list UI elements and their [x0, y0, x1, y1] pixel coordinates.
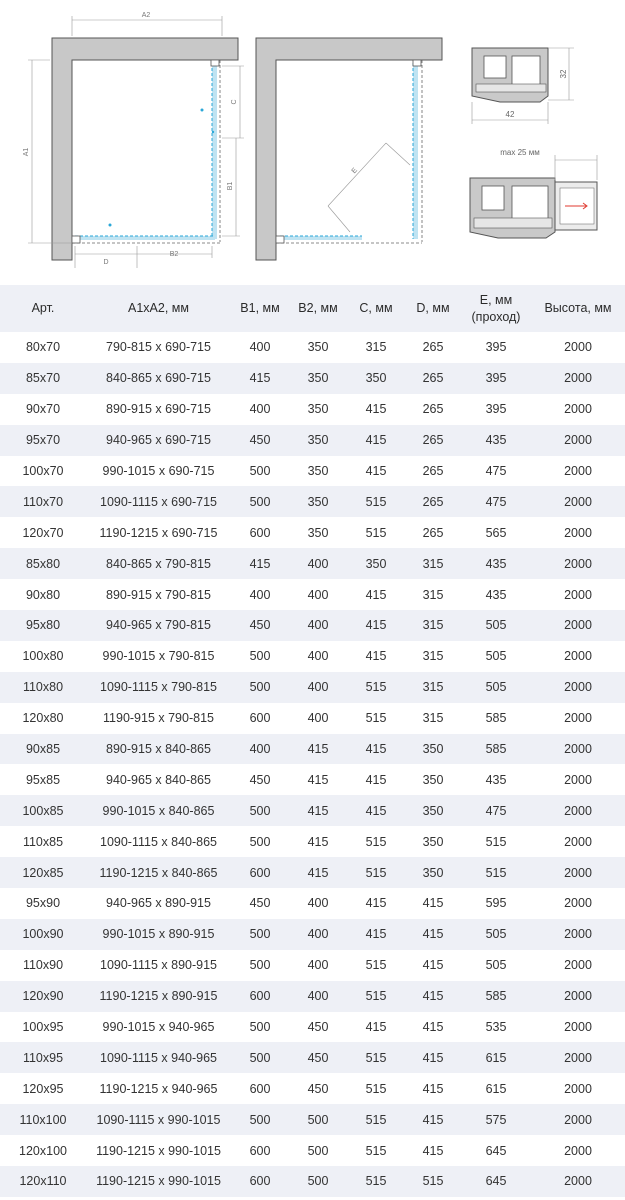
- table-cell: 120x85: [22, 865, 64, 880]
- diagram-svg: [0, 0, 625, 285]
- table-cell: 1190-1215 x 990-1015: [96, 1143, 221, 1158]
- table-row: [0, 1104, 625, 1135]
- table-cell: 400: [307, 958, 329, 973]
- table-cell: 1090-1115 x 990-1015: [96, 1112, 221, 1127]
- label-a1: A1: [23, 147, 30, 157]
- table-cell: 120x95: [22, 1081, 64, 1096]
- table-cell: 415: [365, 1020, 387, 1035]
- table-cell: 100x85: [22, 803, 64, 818]
- table-row: [0, 548, 625, 579]
- table-cell: 585: [485, 711, 507, 726]
- table-cell: 400: [307, 587, 329, 602]
- table-cell: 350: [307, 371, 329, 386]
- table-row: [0, 579, 625, 610]
- table-cell: 2000: [564, 772, 592, 787]
- table-cell: 940-965 x 840-865: [106, 772, 211, 787]
- table-cell: 95x90: [25, 896, 61, 911]
- table-cell: 1190-1215 x 690-715: [99, 525, 218, 540]
- table-cell: 415: [422, 1112, 444, 1127]
- table-cell: 515: [365, 494, 387, 509]
- table-cell: 500: [307, 1112, 329, 1127]
- table-cell: 350: [307, 433, 329, 448]
- table-header-row: [0, 285, 625, 332]
- table-row: [0, 394, 625, 425]
- table-cell: 2000: [564, 1174, 592, 1189]
- table-cell: 395: [485, 340, 507, 355]
- table-row: [0, 1166, 625, 1197]
- glass-side-closed: [212, 63, 217, 239]
- table-row: [0, 703, 625, 734]
- table-cell: 790-815 x 690-715: [106, 340, 211, 355]
- table-cell: 1190-1215 x 940-965: [99, 1081, 218, 1096]
- table-cell: 535: [485, 1020, 507, 1035]
- table-cell: 500: [249, 958, 271, 973]
- table-cell: 1190-1215 x 990-1015: [96, 1174, 221, 1189]
- table-cell: 415: [365, 433, 387, 448]
- table-cell: 415: [307, 803, 329, 818]
- table-cell: 415: [422, 1143, 444, 1158]
- table-cell: 595: [485, 896, 507, 911]
- column-header: [0, 285, 86, 332]
- table-cell: 400: [307, 556, 329, 571]
- table-cell: 615: [485, 1081, 507, 1096]
- table-cell: 2000: [564, 865, 592, 880]
- extension-section: [470, 148, 597, 238]
- table-row: [0, 517, 625, 548]
- table-cell: 110x80: [22, 680, 64, 695]
- table-cell: 415: [365, 587, 387, 602]
- table-cell: 350: [422, 865, 444, 880]
- table-cell: 415: [365, 402, 387, 417]
- table-cell: 85x80: [25, 556, 61, 571]
- plan-closed: [23, 12, 244, 268]
- table-cell: 400: [307, 618, 329, 633]
- table-cell: 2000: [564, 525, 592, 540]
- table-cell: 395: [485, 371, 507, 386]
- table-cell: 500: [249, 803, 271, 818]
- table-cell: 350: [422, 772, 444, 787]
- table-cell: 475: [485, 494, 507, 509]
- table-cell: 450: [249, 896, 271, 911]
- table-cell: 450: [249, 772, 271, 787]
- table-cell: 80x70: [25, 340, 61, 355]
- table-cell: 1090-1115 x 890-915: [100, 958, 217, 973]
- table-cell: 600: [249, 1081, 271, 1096]
- table-cell: 415: [365, 803, 387, 818]
- table-cell: 2000: [564, 1020, 592, 1035]
- table-cell: 400: [307, 927, 329, 942]
- table-cell: 400: [249, 742, 271, 757]
- table-row: [0, 1042, 625, 1073]
- table-cell: 1190-1215 x 840-865: [99, 865, 218, 880]
- table-cell: 645: [485, 1143, 507, 1158]
- table-cell: 505: [485, 680, 507, 695]
- table-row: [0, 425, 625, 456]
- table-cell: 95x80: [25, 618, 61, 633]
- table-cell: 400: [307, 680, 329, 695]
- table-cell: 350: [307, 494, 329, 509]
- table-cell: 395: [485, 402, 507, 417]
- table-cell: 500: [249, 927, 271, 942]
- table-cell: 110x70: [22, 494, 64, 509]
- table-cell: 500: [249, 649, 271, 664]
- table-cell: 120x80: [22, 711, 64, 726]
- table-cell: 415: [365, 649, 387, 664]
- table-cell: 265: [422, 525, 444, 540]
- table-cell: 120x90: [22, 989, 64, 1004]
- table-cell: 415: [307, 834, 329, 849]
- table-cell: 120x70: [22, 525, 64, 540]
- table-cell: 890-915 x 690-715: [106, 402, 211, 417]
- table-cell: 265: [422, 433, 444, 448]
- table-cell: 940-965 x 790-815: [106, 618, 211, 633]
- table-row: [0, 456, 625, 487]
- table-row: [0, 981, 625, 1012]
- table-cell: 120x100: [19, 1143, 67, 1158]
- table-cell: 415: [307, 865, 329, 880]
- table-cell: 500: [249, 464, 271, 478]
- column-header-text: D, мм: [416, 301, 450, 315]
- table-cell: 2000: [564, 556, 592, 571]
- table-cell: 500: [307, 1143, 329, 1158]
- table-cell: 2000: [564, 464, 592, 478]
- table-cell: 600: [249, 711, 271, 726]
- column-header-text: A1xA2, мм: [128, 301, 189, 315]
- table-cell: 2000: [564, 989, 592, 1004]
- table-row: [0, 734, 625, 765]
- table-cell: 585: [485, 742, 507, 757]
- label-b1: B1: [227, 181, 234, 191]
- profile-section: [472, 48, 574, 124]
- table-cell: 315: [422, 618, 444, 633]
- table-cell: 990-1015 x 940-965: [102, 1020, 215, 1035]
- column-header-text: (проход): [471, 309, 521, 324]
- table-row: [0, 641, 625, 672]
- table-row: [0, 795, 625, 826]
- table-cell: 2000: [564, 742, 592, 757]
- table-cell: 95x70: [25, 433, 61, 448]
- table-cell: 515: [365, 680, 387, 695]
- column-header-text: E, мм: [479, 292, 513, 307]
- table-cell: 515: [365, 1112, 387, 1127]
- table-cell: 450: [249, 618, 271, 633]
- table-cell: 450: [307, 1050, 329, 1065]
- label-profile-width: 42: [505, 110, 515, 119]
- column-header-text: C, мм: [359, 301, 393, 315]
- table-cell: 265: [422, 464, 444, 478]
- table-cell: 415: [365, 618, 387, 633]
- table-cell: 90x85: [25, 742, 61, 757]
- table-cell: 990-1015 x 840-865: [102, 803, 215, 818]
- column-header-text: B1, мм: [240, 301, 280, 315]
- table-cell: 2000: [564, 680, 592, 695]
- column-header: [405, 285, 461, 332]
- table-cell: 2000: [564, 618, 592, 633]
- table-cell: 2000: [564, 711, 592, 726]
- table-cell: 615: [485, 1050, 507, 1065]
- table-cell: 400: [307, 711, 329, 726]
- table-cell: 505: [485, 618, 507, 633]
- label-profile-height: 32: [559, 69, 568, 79]
- table-cell: 500: [249, 1020, 271, 1035]
- table-cell: 2000: [564, 494, 592, 509]
- column-header-text: Высота, мм: [544, 301, 612, 315]
- table-body: [0, 332, 625, 1197]
- table-row: [0, 826, 625, 857]
- table-cell: 415: [422, 896, 444, 911]
- table-row: [0, 857, 625, 888]
- table-row: [0, 363, 625, 394]
- table-cell: 415: [365, 742, 387, 757]
- table-row: [0, 888, 625, 919]
- table-cell: 1190-915 x 790-815: [103, 711, 214, 726]
- table-cell: 500: [249, 1050, 271, 1065]
- table-cell: 2000: [564, 1081, 592, 1096]
- table-cell: 315: [365, 340, 387, 355]
- table-cell: 505: [485, 649, 507, 664]
- table-row: [0, 1012, 625, 1043]
- table-cell: 400: [249, 587, 271, 602]
- table-cell: 415: [307, 772, 329, 787]
- table-cell: 100x70: [22, 464, 64, 478]
- table-cell: 2000: [564, 803, 592, 818]
- table-cell: 1090-1115 x 840-865: [100, 834, 217, 849]
- table-cell: 1090-1115 x 690-715: [100, 494, 217, 509]
- table-cell: 515: [365, 1081, 387, 1096]
- table-cell: 840-865 x 790-815: [106, 556, 211, 571]
- table-cell: 350: [307, 340, 329, 355]
- table-cell: 350: [422, 834, 444, 849]
- table-row: [0, 610, 625, 641]
- table-cell: 2000: [564, 433, 592, 448]
- table-cell: 350: [365, 556, 387, 571]
- table-cell: 2000: [564, 587, 592, 602]
- table-cell: 400: [249, 402, 271, 417]
- table-cell: 2000: [564, 402, 592, 417]
- table-cell: 475: [485, 464, 507, 478]
- label-d: D: [103, 259, 109, 266]
- table-cell: 435: [485, 772, 507, 787]
- glass-front-closed: [75, 236, 215, 240]
- table-cell: 415: [422, 989, 444, 1004]
- table-cell: 415: [422, 958, 444, 973]
- table-cell: 350: [422, 742, 444, 757]
- table-cell: 315: [422, 556, 444, 571]
- table-cell: 500: [249, 494, 271, 509]
- table-row: [0, 1073, 625, 1104]
- table-cell: 315: [422, 649, 444, 664]
- table-cell: 1190-1215 x 890-915: [99, 989, 218, 1004]
- table-cell: 565: [485, 525, 507, 540]
- column-header: [347, 285, 405, 332]
- table-cell: 2000: [564, 834, 592, 849]
- table-cell: 450: [307, 1020, 329, 1035]
- label-max-gap: max 25 мм: [500, 148, 540, 157]
- table-cell: 515: [422, 1174, 444, 1189]
- table-cell: 515: [365, 525, 387, 540]
- table-cell: 475: [485, 803, 507, 818]
- column-header: [289, 285, 347, 332]
- column-header: [461, 285, 531, 332]
- table-cell: 575: [485, 1112, 507, 1127]
- table-cell: 2000: [564, 649, 592, 664]
- table-cell: 265: [422, 494, 444, 509]
- table-cell: 350: [307, 464, 329, 478]
- table-cell: 265: [422, 371, 444, 386]
- table-row: [0, 486, 625, 517]
- table-cell: 2000: [564, 958, 592, 973]
- table-cell: 645: [485, 1174, 507, 1189]
- label-a2: A2: [141, 12, 151, 19]
- table-cell: 415: [422, 1020, 444, 1035]
- dimensions-table: [0, 285, 625, 1197]
- table-cell: 415: [422, 1050, 444, 1065]
- table-cell: 415: [365, 464, 387, 478]
- table-cell: 100x80: [22, 649, 64, 664]
- table-cell: 415: [422, 927, 444, 942]
- table-cell: 315: [422, 680, 444, 695]
- table-cell: 265: [422, 402, 444, 417]
- table-row: [0, 919, 625, 950]
- table-cell: 415: [365, 896, 387, 911]
- table-cell: 400: [249, 340, 271, 355]
- table-header: [0, 285, 625, 332]
- table-cell: 90x70: [25, 402, 61, 417]
- table-cell: 990-1015 x 790-815: [102, 649, 215, 664]
- table-cell: 110x100: [19, 1112, 67, 1127]
- table-cell: 415: [422, 1081, 444, 1096]
- table-cell: 110x95: [22, 1050, 64, 1065]
- table-cell: 110x90: [22, 958, 64, 973]
- table-cell: 100x90: [22, 927, 64, 942]
- table-cell: 90x80: [25, 587, 61, 602]
- table-cell: 515: [365, 865, 387, 880]
- table-cell: 435: [485, 587, 507, 602]
- table-cell: 2000: [564, 927, 592, 942]
- table-cell: 515: [365, 711, 387, 726]
- table-cell: 990-1015 x 890-915: [102, 927, 215, 942]
- table-cell: 840-865 x 690-715: [106, 371, 211, 386]
- table-cell: 2000: [564, 1112, 592, 1127]
- table-cell: 450: [307, 1081, 329, 1096]
- column-header: [531, 285, 625, 332]
- table-cell: 315: [422, 587, 444, 602]
- table-cell: 1090-1115 x 940-965: [100, 1050, 217, 1065]
- table-cell: 435: [485, 433, 507, 448]
- label-c: C: [231, 99, 238, 105]
- table-cell: 515: [365, 1143, 387, 1158]
- table-cell: 515: [365, 834, 387, 849]
- table-cell: 515: [365, 1174, 387, 1189]
- table-cell: 505: [485, 958, 507, 973]
- column-header-text: Арт.: [31, 301, 55, 315]
- technical-diagram: [0, 0, 625, 285]
- table-cell: 500: [249, 680, 271, 695]
- table-cell: 500: [307, 1174, 329, 1189]
- table-row: [0, 1135, 625, 1166]
- table-cell: 990-1015 x 690-715: [102, 464, 215, 478]
- table-cell: 350: [307, 402, 329, 417]
- table-cell: 350: [365, 371, 387, 386]
- table-cell: 515: [485, 834, 507, 849]
- table-cell: 940-965 x 690-715: [106, 433, 211, 448]
- table-cell: 500: [249, 1112, 271, 1127]
- table-cell: 500: [249, 834, 271, 849]
- table-cell: 100x95: [22, 1020, 64, 1035]
- table-cell: 400: [307, 896, 329, 911]
- table-cell: 120x110: [19, 1174, 67, 1189]
- column-header-text: B2, мм: [298, 301, 338, 315]
- table-cell: 890-915 x 790-815: [106, 587, 211, 602]
- wall-left-closed: [52, 38, 238, 260]
- table-row: [0, 332, 625, 363]
- table-cell: 600: [249, 865, 271, 880]
- table-cell: 400: [307, 649, 329, 664]
- table-cell: 85x70: [25, 371, 61, 386]
- column-header: [231, 285, 289, 332]
- table-cell: 2000: [564, 896, 592, 911]
- table-cell: 600: [249, 1143, 271, 1158]
- table-cell: 2000: [564, 371, 592, 386]
- table-cell: 2000: [564, 1050, 592, 1065]
- table-cell: 400: [307, 989, 329, 1004]
- table-cell: 1090-1115 x 790-815: [100, 680, 217, 695]
- label-b2: B2: [169, 251, 179, 258]
- table-cell: 415: [249, 556, 271, 571]
- table-cell: 415: [249, 371, 271, 386]
- table-row: [0, 764, 625, 795]
- table-cell: 600: [249, 1174, 271, 1189]
- table-cell: 2000: [564, 1143, 592, 1158]
- table-cell: 265: [422, 340, 444, 355]
- table-cell: 415: [307, 742, 329, 757]
- table-cell: 585: [485, 989, 507, 1004]
- label-e: E: [350, 166, 360, 176]
- table-cell: 515: [365, 958, 387, 973]
- table-cell: 515: [365, 1050, 387, 1065]
- table-row: [0, 672, 625, 703]
- table-row: [0, 950, 625, 981]
- table-cell: 95x85: [25, 772, 61, 787]
- table-cell: 890-915 x 840-865: [106, 742, 211, 757]
- table-cell: 600: [249, 989, 271, 1004]
- table-cell: 110x85: [22, 834, 64, 849]
- table-cell: 505: [485, 927, 507, 942]
- table-cell: 515: [485, 865, 507, 880]
- table-cell: 435: [485, 556, 507, 571]
- table-cell: 940-965 x 890-915: [106, 896, 211, 911]
- table-cell: 415: [365, 927, 387, 942]
- table-cell: 450: [249, 433, 271, 448]
- table-cell: 315: [422, 711, 444, 726]
- table-cell: 515: [365, 989, 387, 1004]
- table-cell: 415: [365, 772, 387, 787]
- table-cell: 600: [249, 525, 271, 540]
- table-cell: 350: [422, 803, 444, 818]
- plan-open: [256, 38, 442, 260]
- column-header: [86, 285, 231, 332]
- table-cell: 2000: [564, 340, 592, 355]
- table-cell: 350: [307, 525, 329, 540]
